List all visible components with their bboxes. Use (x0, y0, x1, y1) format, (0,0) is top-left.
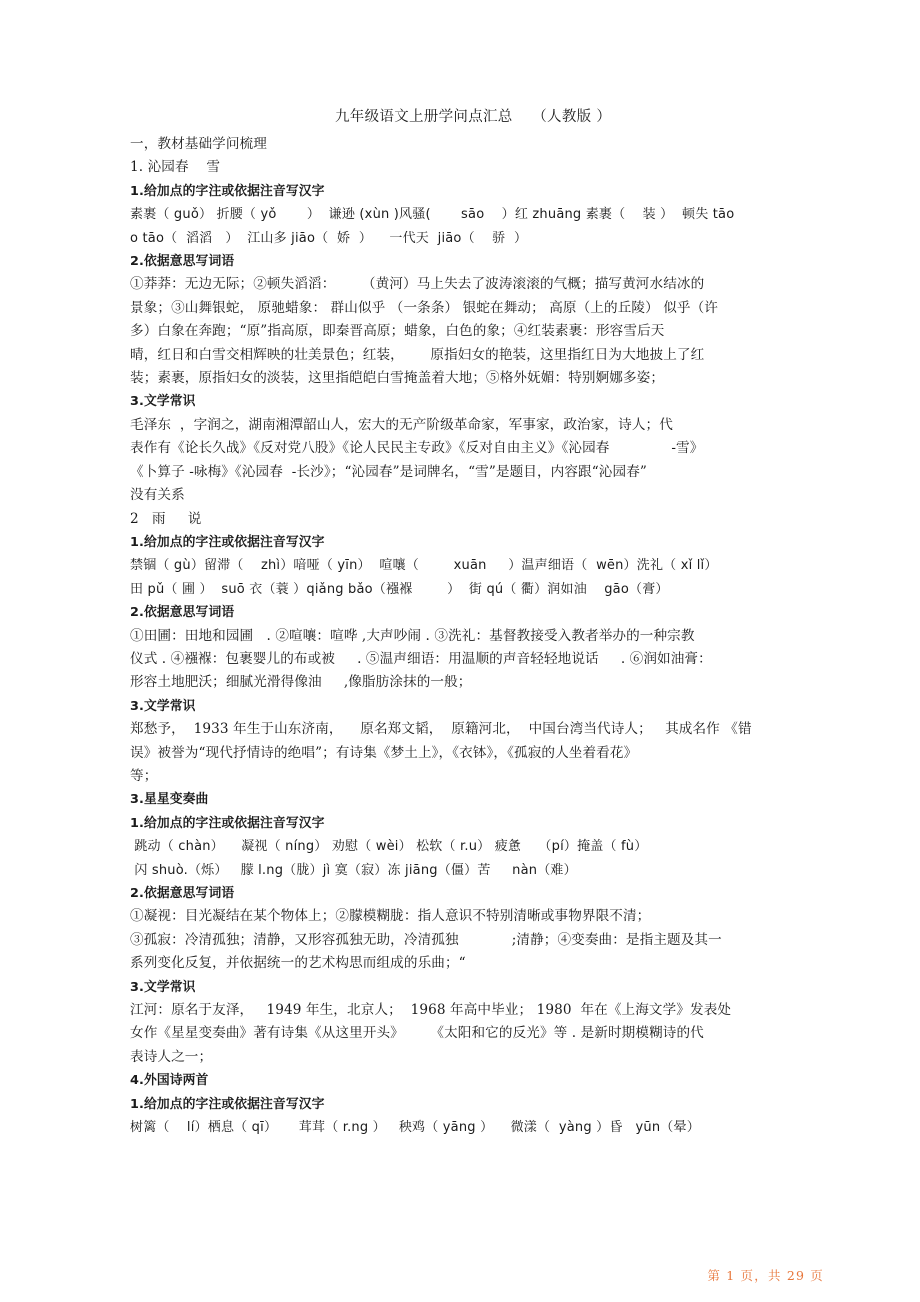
lesson2-literature-line-3: 等； (130, 767, 158, 784)
lesson3-heading: 3.星星变奏曲 (130, 792, 209, 808)
lesson3-literature-line-1: 江河：原名于友泽， 1949 年生，北京人； 1968 年高中毕业； 1980 年在《上海文学》发表处 (130, 1002, 732, 1019)
lesson2-literature-line-1: 郑愁予， 1933 年生于山东济南， 原名郑文韬， 原籍河北， 中国台湾当代诗人； 其成名作 《错 (130, 721, 752, 738)
lesson2-literature-line-2: 误》被誉为“现代抒情诗的绝唱”；有诗集《梦土上》，《衣钵》，《孤寂的人坐着看花》 (130, 744, 638, 761)
lesson4-heading: 4.外国诗两首 (130, 1073, 209, 1089)
lesson1-meaning-line-2: 景象；③山舞银蛇， 原驰蜡象： 群山似乎 （一条条） 银蛇在舞动； 高原（上的丘陵） 似乎（许 (130, 299, 718, 316)
lesson1-meaning-line-3: 多）白象在奔跑；“原”指高原，即秦晋高原；蜡象，白色的象；④红装素裹：形容雪后天 (130, 323, 665, 340)
lesson1-literature-line-4: 没有关系 (130, 487, 185, 504)
page-title: 九年级语文上册学问点汇总 （人教版 ） (335, 109, 612, 125)
lesson4-sub-pronunciation: 1.给加点的字注或依据注音写汉字 (130, 1096, 325, 1112)
lesson3-literature-line-3: 表诗人之一； (130, 1048, 213, 1065)
lesson1-meaning-line-5: 装；素裹，原指妇女的淡装，这里指皑皑白雪掩盖着大地；⑤格外妩媚：特别婀娜多姿； (130, 370, 665, 387)
lesson1-meaning-line-1: ①莽莽：无边无际；②顿失滔滔： （黄河）马上失去了波涛滚滚的气概；描写黄河水结冰的 (130, 276, 705, 293)
lesson3-sub-meanings: 2.依据意思写词语 (130, 886, 235, 901)
lesson2-heading: 2 雨 说 (130, 510, 202, 527)
lesson1-pinyin-line-2: o tāo（ 滔滔 ） 江山多 jiāo（ 娇 ） 一代天 jiāo（ 骄 ） (130, 230, 528, 246)
lesson1-literature-line-2: 表作有《论长久战》《反对党八股》《论人民民主专政》《反对自由主义》《沁园春 -雪》 (130, 440, 704, 457)
page-footer: 第 1 页，共 29 页 (707, 1268, 824, 1283)
lesson2-sub-pronunciation: 1.给加点的字注或依据注音写汉字 (130, 534, 325, 550)
lesson1-literature-line-3: 《卜算子 -咏梅》《沁园春 -长沙》；“沁园春”是词牌名，“雪”是题目，内容跟“沁园春” (130, 463, 647, 480)
lesson2-sub-literature: 3.文学常识 (130, 698, 196, 714)
lesson1-pinyin-line-1: 素裹（ guǒ） 折腰（ yǒ ） 谦逊 (xùn )风骚( sāo ）红 zhuāng 素裹（ 装 ） 顿失 tāo (130, 207, 735, 223)
lesson3-literature-line-2: 女作《星星变奏曲》著有诗集《从这里开头》 《太阳和它的反光》等 . 是新时期模糊诗的代 (130, 1025, 704, 1042)
lesson3-meaning-line-3: 系列变化反复，并依据统一的艺术构思而组成的乐曲；“ (130, 955, 466, 972)
lesson3-pinyin-line-1: 跳动（ chàn） 凝视（ níng） 劝慰（ wèi） 松软（ r.u） 疲惫 （pí）掩盖（ fù） (130, 839, 648, 855)
lesson1-sub-literature: 3.文学常识 (130, 394, 196, 410)
lesson2-pinyin-line-2: 田 pǔ（ 圃 ） suō 衣（蓑 ）qiǎng bǎo（襁褓 ） 街 qú（ 衢）润如油 gāo（膏） (130, 581, 669, 597)
lesson3-pinyin-line-2: 闪 shuò.（烁） 朦 l.ng（胧）jì 寞（寂）冻 jiāng（僵）苦 nàn（难） (130, 862, 577, 878)
lesson1-sub-pronunciation: 1.给加点的字注或依据注音写汉字 (130, 183, 325, 199)
lesson2-meaning-line-2: 仪式 . ④襁褓：包裹婴儿的布或被 . ⑤温声细语：用温顺的声音轻轻地说话 . ⑥润如油膏： (130, 650, 712, 667)
lesson3-sub-pronunciation: 1.给加点的字注或依据注音写汉字 (130, 815, 325, 831)
lesson2-meaning-line-3: 形容土地肥沃；细腻光滑得像油 ,像脂肪涂抹的一般； (130, 674, 472, 691)
lesson2-pinyin-line-1: 禁锢（ gù）留滞（ zhì）喑哑（ yīn） 喧嚷（ xuān ）温声细语（ wēn）洗礼（ xǐ lǐ） (130, 558, 718, 574)
lesson3-meaning-line-2: ③孤寂：冷清孤独；清静，又形容孤独无助，冷清孤独 ;清静；④变奏曲：是指主题及其一 (130, 931, 722, 948)
lesson4-pinyin-line-1: 树篱（ lí）栖息（ qī） 茸茸（ r.ng ） 秧鸡（ yāng ） 微漾（ yàng ）昏 yūn（晕） (130, 1120, 700, 1136)
lesson1-heading: 1. 沁园春 雪 (130, 159, 221, 176)
part-one-heading: 一，教材基础学问梳理 (130, 136, 267, 152)
lesson2-meaning-line-1: ①田圃：田地和园圃 . ②喧嚷：喧哗 ,大声吵闹 . ③洗礼：基督教接受入教者举办的一种宗教 (130, 627, 695, 644)
lesson2-sub-meanings: 2.依据意思写词语 (130, 605, 235, 621)
lesson1-meaning-line-4: 晴，红日和白雪交相辉映的壮美景色；红装， 原指妇女的艳装，这里指红日为大地披上了红 (130, 346, 705, 363)
lesson3-sub-literature: 3.文学常识 (130, 979, 196, 995)
lesson1-sub-meanings: 2.依据意思写词语 (130, 254, 235, 270)
lesson1-literature-line-1: 毛泽东 ，字润之，湖南湘潭韶山人，宏大的无产阶级革命家，军事家，政治家，诗人；代 (130, 416, 673, 433)
lesson3-meaning-line-1: ①凝视：目光凝结在某个物体上；②朦模糊胧：指人意识不特别清晰或事物界限不清； (130, 908, 651, 925)
